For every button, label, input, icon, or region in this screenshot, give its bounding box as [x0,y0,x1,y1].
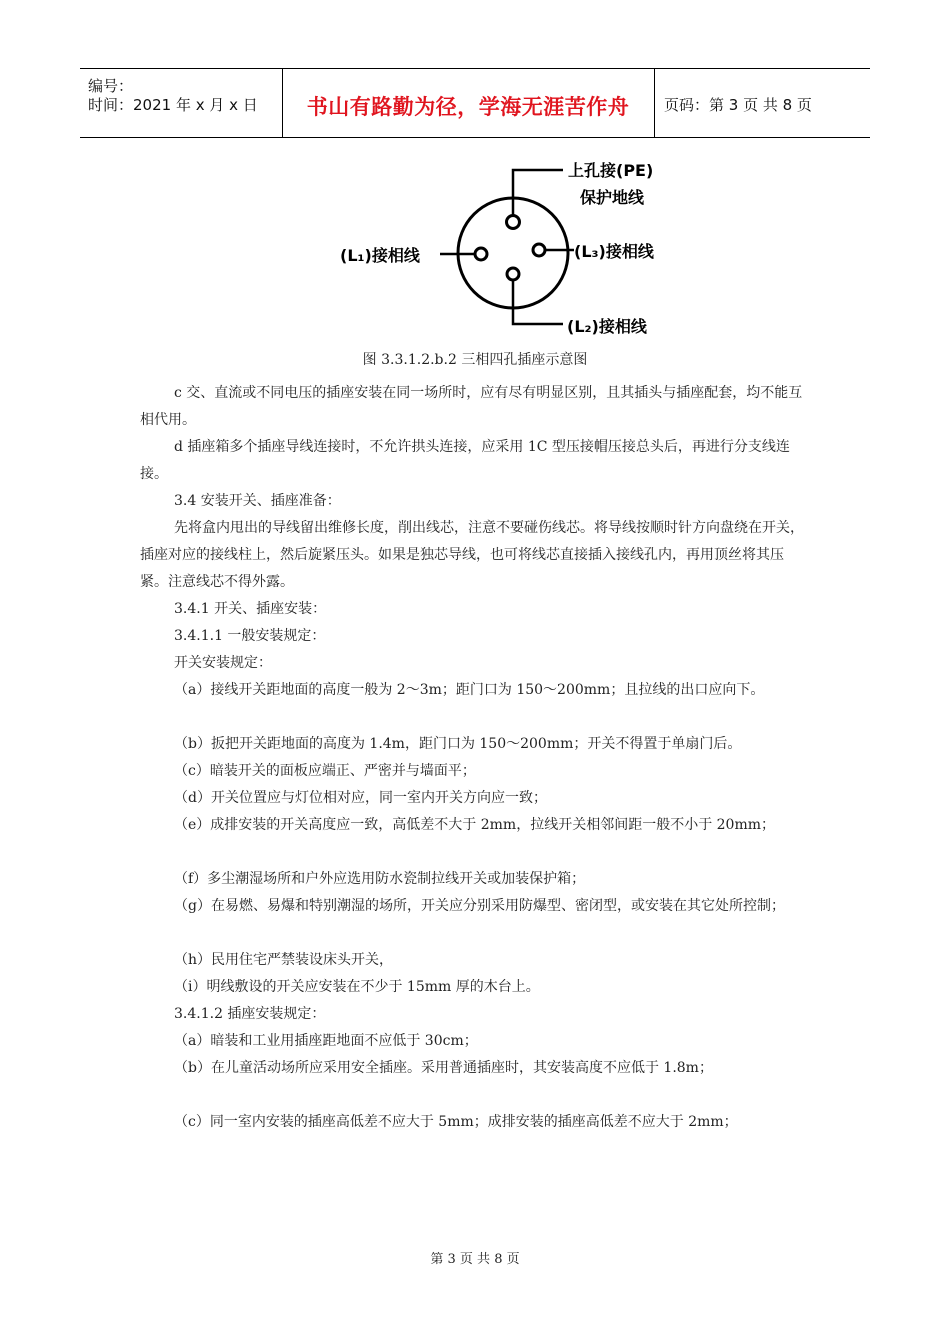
document-number-label: 编号： [88,77,134,95]
header-motto-cell [282,69,655,137]
paragraph-c: c 交、直流或不同电压的插座安装在同一场所时，应有尽有明显区别，且其插头与插座配套，均不能互相代用。 [140,385,803,428]
socket-diagram [330,150,690,345]
label-l3: (L₃)接相线 [574,242,654,261]
socket-rule-a: （a）暗装和工业用插座距地面不应低于 30cm； [174,1033,478,1049]
l2-hole [507,268,519,280]
figure-caption: 图 3.3.1.2.b.2 三相四孔插座示意图 [362,352,588,368]
label-pe-bottom: 保护地线 [580,188,645,207]
switch-rule-c: （c）暗装开关的面板应端正、严密并与墙面平； [174,763,476,779]
header-left-cell [80,69,283,137]
section-3-4-heading: 3.4 安装开关、插座准备： [174,493,341,509]
paragraph-wire-prep: 先将盒内甩出的导线留出维修长度，削出线芯，注意不要碰伤线芯。将导线按顺时针方向盘绕在开关，插座对应的接线柱上，然后旋紧压头。如果是独芯导线，也可将线芯直接插入接线孔内，再用顶丝将其压紧。注意线芯不得外露。 [140,520,804,590]
switch-rule-d: （d）开关位置应与灯位相对应，同一室内开关方向应一致； [174,790,547,806]
document-date-label: 时间：2021 年 x 月 x 日 [88,96,258,114]
switch-rules-heading: 开关安装规定： [174,655,272,671]
switch-rule-g: （g）在易燃、易爆和特别潮湿的场所，开关应分别采用防爆型、密闭型，或安装在其它处所控制； [174,898,785,914]
label-l2: (L₂)接相线 [567,317,647,336]
switch-rule-e: （e）成排安装的开关高度应一致，高低差不大于 2mm，拉线开关相邻间距一般不小于 20mm； [174,817,776,833]
switch-rule-f: （f）多尘潮湿场所和户外应选用防水瓷制拉线开关或加装保护箱； [174,871,586,887]
socket-rule-c: （c）同一室内安装的插座高低差不应大于 5mm；成排安装的插座高低差不应大于 2mm； [174,1114,738,1130]
l1-hole [475,248,487,260]
label-l1: (L₁)接相线 [340,246,420,265]
page-header [80,68,870,138]
switch-rule-h: （h）民用住宅严禁装设床头开关， [174,952,394,968]
page-footer: 第 3 页 共 8 页 [430,1252,520,1267]
section-3-4-1-1-heading: 3.4.1.1 一般安装规定： [174,628,326,644]
pe-hole [507,216,520,229]
switch-rule-a: （a）接线开关距地面的高度一般为 2～3m；距门口为 150～200mm；且拉线的出口应向下。 [174,682,765,698]
l3-hole [533,244,545,256]
paragraph-d: d 插座箱多个插座导线连接时，不允许拱头连接，应采用 1C 型压接帽压接总头后，再进行分支线连接。 [140,439,790,482]
label-pe-top: 上孔接(PE) [568,161,654,180]
section-3-4-1-heading: 3.4.1 开关、插座安装： [174,601,327,617]
socket-rule-b: （b）在儿童活动场所应采用安全插座。采用普通插座时，其安装高度不应低于 1.8m； [174,1060,713,1076]
switch-rule-i: （i）明线敷设的开关应安装在不少于 15mm 厚的木台上。 [174,979,540,995]
section-3-4-1-2-heading: 3.4.1.2 插座安装规定： [174,1006,326,1022]
switch-rule-b: （b）扳把开关距地面的高度为 1.4m，距门口为 150～200mm；开关不得置于单扇门后。 [174,736,742,752]
header-page-cell [654,69,870,137]
pe-leader-line [513,170,563,216]
header-page-info: 页码：第 3 页 共 8 页 [664,96,812,114]
header-motto: 书山有路勤为径，学海无涯苦作舟 [306,95,630,119]
